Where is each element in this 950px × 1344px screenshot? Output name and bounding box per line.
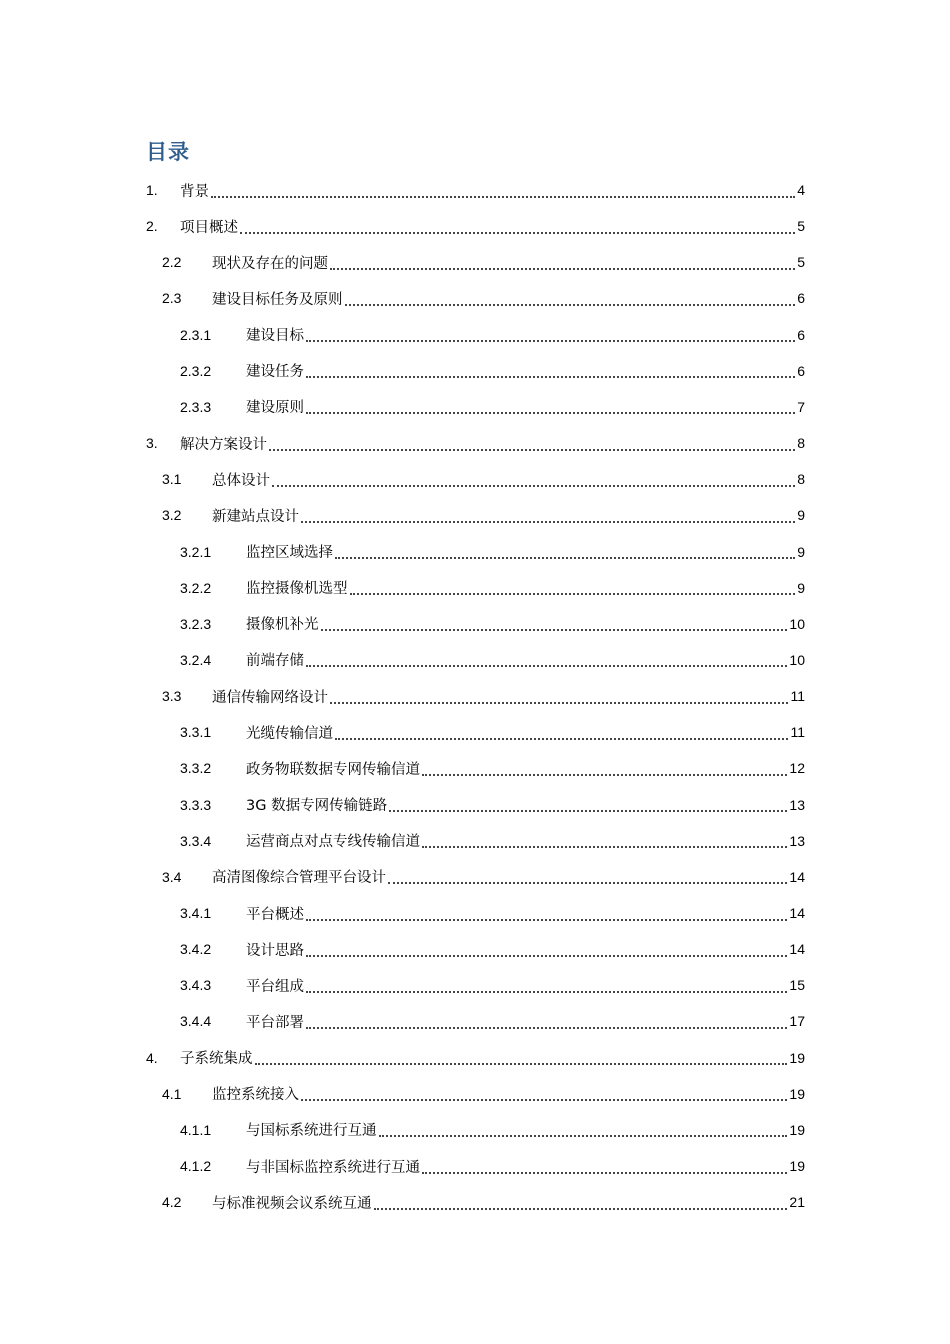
toc-leader-dots xyxy=(321,628,788,631)
toc-entry-page-number: 10 xyxy=(789,615,805,632)
toc-leader-dots xyxy=(306,954,787,957)
toc-entry-page-number: 6 xyxy=(797,326,805,343)
toc-entry-label: 运营商点对点专线传输信道 xyxy=(246,834,420,851)
toc-entry[interactable] xyxy=(162,1076,805,1112)
toc-entry-label: 总体设计 xyxy=(212,472,270,489)
toc-entry-number: 3.4.4 xyxy=(180,1013,212,1030)
toc-entry-page-number: 19 xyxy=(789,1121,805,1138)
toc-entry[interactable] xyxy=(146,425,805,461)
toc-entry-page-number: 11 xyxy=(790,688,805,705)
toc-entry-page-number: 14 xyxy=(789,905,805,921)
toc-entry-number: 3.4.3 xyxy=(180,977,212,994)
toc-entry-number: 3.2.3 xyxy=(180,615,212,632)
toc-leader-dots xyxy=(422,845,787,848)
toc-entry-page-number: 19 xyxy=(789,1049,805,1066)
toc-entry-number: 3.2.4 xyxy=(180,651,212,668)
toc-entry-label: 监控摄像机选型 xyxy=(246,581,348,598)
toc-entry[interactable] xyxy=(162,859,805,895)
toc-entry-label: 背景 xyxy=(180,183,209,200)
toc-entry[interactable] xyxy=(180,606,805,642)
toc-entry-page-number: 6 xyxy=(797,362,805,379)
toc-entry-label: 平台部署 xyxy=(246,1014,304,1031)
toc-entry-number: 1. xyxy=(146,182,158,198)
toc-entry-number: 3.3.4 xyxy=(180,832,212,849)
toc-leader-dots xyxy=(306,375,795,378)
toc-leader-dots xyxy=(240,231,795,234)
toc-entry-number: 3.3.2 xyxy=(180,760,212,777)
toc-entry-page-number: 7 xyxy=(797,398,805,415)
toc-entry-number: 3.2.2 xyxy=(180,579,212,596)
toc-entry[interactable] xyxy=(180,823,805,859)
toc-entry-page-number: 19 xyxy=(789,1085,805,1102)
toc-entry-page-number: 9 xyxy=(797,507,805,524)
toc-entry[interactable] xyxy=(180,534,805,570)
toc-entry-label: 设计思路 xyxy=(246,942,304,959)
toc-entry-page-number: 5 xyxy=(797,254,805,271)
toc-title: 目录 xyxy=(146,140,190,164)
toc-leader-dots xyxy=(306,339,795,342)
toc-entry[interactable] xyxy=(162,497,805,533)
toc-leader-dots xyxy=(345,303,796,306)
toc-entry[interactable] xyxy=(180,714,805,750)
toc-entry-label: 摄像机补光 xyxy=(246,617,319,634)
toc-entry-page-number: 9 xyxy=(797,543,805,560)
toc-entry[interactable] xyxy=(180,353,805,389)
toc-entry-number: 3.3.1 xyxy=(180,724,212,741)
toc-entry-label: 子系统集成 xyxy=(180,1051,253,1068)
toc-leader-dots xyxy=(374,1207,788,1210)
toc-entry-label: 光缆传输信道 xyxy=(246,725,333,742)
toc-entry-number: 3.4.1 xyxy=(180,905,212,921)
toc-entry-number: 3.3.3 xyxy=(180,796,212,813)
toc-entry-page-number: 19 xyxy=(789,1158,805,1175)
toc-entry-number: 3.3 xyxy=(162,688,182,705)
toc-entry-number: 4.1.1 xyxy=(180,1121,212,1138)
toc-entry-label: 建设原则 xyxy=(246,400,304,417)
toc-entry-number: 4. xyxy=(146,1049,158,1066)
toc-entry[interactable] xyxy=(180,317,805,353)
toc-entry-number: 2.2 xyxy=(162,254,182,271)
toc-entry-label: 与标准视频会议系统互通 xyxy=(212,1195,372,1212)
toc-entry-label: 现状及存在的问题 xyxy=(212,255,328,272)
toc-entry-label: 通信传输网络设计 xyxy=(212,689,328,706)
toc-leader-dots xyxy=(301,1098,787,1101)
toc-entry[interactable] xyxy=(180,1148,805,1184)
toc-leader-dots xyxy=(389,809,787,812)
toc-entry-number: 3.2.1 xyxy=(180,543,212,560)
toc-leader-dots xyxy=(255,1062,788,1065)
toc-entry-label: 3G 数据专网传输链路 xyxy=(246,798,388,815)
toc-leader-dots xyxy=(306,411,795,414)
toc-entry[interactable] xyxy=(162,280,805,316)
toc-entry-label: 建设目标 xyxy=(246,328,304,345)
toc-entry-page-number: 17 xyxy=(789,1013,805,1030)
toc-leader-dots xyxy=(330,267,795,270)
toc-entry[interactable] xyxy=(146,208,805,244)
toc-entry[interactable] xyxy=(180,1003,805,1039)
toc-entry-page-number: 8 xyxy=(797,471,805,488)
toc-entry-page-number: 6 xyxy=(797,290,805,307)
toc-leader-dots xyxy=(330,701,788,704)
toc-entry-number: 2.3.2 xyxy=(180,362,212,379)
toc-entry[interactable] xyxy=(180,895,805,931)
toc-entry-number: 2.3 xyxy=(162,290,182,307)
toc-entry-page-number: 13 xyxy=(789,832,805,849)
toc-entry-number: 2. xyxy=(146,218,158,235)
toc-leader-dots xyxy=(269,448,795,451)
toc-entry[interactable] xyxy=(162,678,805,714)
toc-entry-label: 监控系统接入 xyxy=(212,1087,299,1104)
toc-entry-label: 监控区域选择 xyxy=(246,545,333,561)
toc-entry[interactable] xyxy=(180,389,805,425)
toc-entry-label: 项目概述 xyxy=(180,219,238,236)
toc-entry-page-number: 21 xyxy=(789,1194,805,1211)
toc-entry-number: 4.1.2 xyxy=(180,1158,212,1175)
toc-leader-dots xyxy=(335,737,788,740)
toc-leader-dots xyxy=(422,773,787,776)
toc-entry-number: 4.2 xyxy=(162,1194,182,1211)
toc-entry[interactable] xyxy=(180,967,805,1003)
toc-entry-page-number: 5 xyxy=(797,218,805,235)
toc-entry-label: 建设目标任务及原则 xyxy=(212,291,343,308)
toc-leader-dots xyxy=(388,881,787,884)
toc-entry-page-number: 12 xyxy=(789,760,805,777)
toc-entry-page-number: 14 xyxy=(789,941,805,958)
toc-entry-label: 平台组成 xyxy=(246,978,304,995)
toc-entry[interactable] xyxy=(180,570,805,606)
toc-entry-number: 3. xyxy=(146,435,158,452)
toc-leader-dots xyxy=(306,1026,787,1029)
toc-leader-dots xyxy=(335,556,795,559)
toc-entry-page-number: 11 xyxy=(790,724,805,741)
toc-entry-number: 3.4.2 xyxy=(180,941,212,958)
toc-leader-dots xyxy=(350,592,796,595)
toc-leader-dots xyxy=(301,520,795,523)
toc-leader-dots xyxy=(422,1171,787,1174)
toc-leader-dots xyxy=(211,195,795,198)
toc-leader-dots xyxy=(306,664,787,667)
toc-entry-number: 3.2 xyxy=(162,507,182,524)
toc-entry-label: 高清图像综合管理平台设计 xyxy=(212,870,386,887)
toc-entry-page-number: 14 xyxy=(789,868,805,885)
toc-entry[interactable] xyxy=(162,1184,805,1220)
toc-entry-number: 3.1 xyxy=(162,471,182,488)
toc-entry[interactable] xyxy=(180,1112,805,1148)
toc-leader-dots xyxy=(306,918,787,921)
toc-entry-label: 建设任务 xyxy=(246,364,304,381)
toc-entry-page-number: 15 xyxy=(789,977,805,994)
toc-entry-label: 新建站点设计 xyxy=(212,508,299,525)
toc-entry-number: 2.3.1 xyxy=(180,326,212,343)
toc-entry[interactable] xyxy=(180,931,805,967)
toc-entry[interactable] xyxy=(180,787,805,823)
toc-entry-label: 与国标系统进行互通 xyxy=(246,1123,377,1140)
toc-entry-label: 与非国标监控系统进行互通 xyxy=(246,1159,420,1176)
toc-leader-dots xyxy=(306,990,787,993)
toc-entry-page-number: 4 xyxy=(797,182,805,198)
toc-entry[interactable] xyxy=(146,1040,805,1076)
toc-entry[interactable] xyxy=(180,642,805,678)
toc-entry-label: 平台概述 xyxy=(246,906,304,923)
toc-entry-number: 4.1 xyxy=(162,1085,182,1102)
toc-entry-page-number: 13 xyxy=(789,796,805,813)
toc-entry[interactable] xyxy=(146,172,805,208)
toc-entry[interactable] xyxy=(180,750,805,786)
toc-entry-label: 解决方案设计 xyxy=(180,436,267,453)
toc-leader-dots xyxy=(379,1134,788,1137)
toc-entry-page-number: 9 xyxy=(797,579,805,596)
toc-entry-label: 前端存储 xyxy=(246,653,304,670)
toc-entry-number: 3.4 xyxy=(162,868,182,885)
toc-entry[interactable] xyxy=(162,244,805,280)
toc-entry[interactable] xyxy=(162,461,805,497)
toc-entry-label: 政务物联数据专网传输信道 xyxy=(246,761,420,778)
toc-entry-page-number: 8 xyxy=(797,435,805,452)
toc-entry-number: 2.3.3 xyxy=(180,398,212,415)
toc-entry-page-number: 10 xyxy=(789,651,805,668)
toc-leader-dots xyxy=(272,484,795,487)
